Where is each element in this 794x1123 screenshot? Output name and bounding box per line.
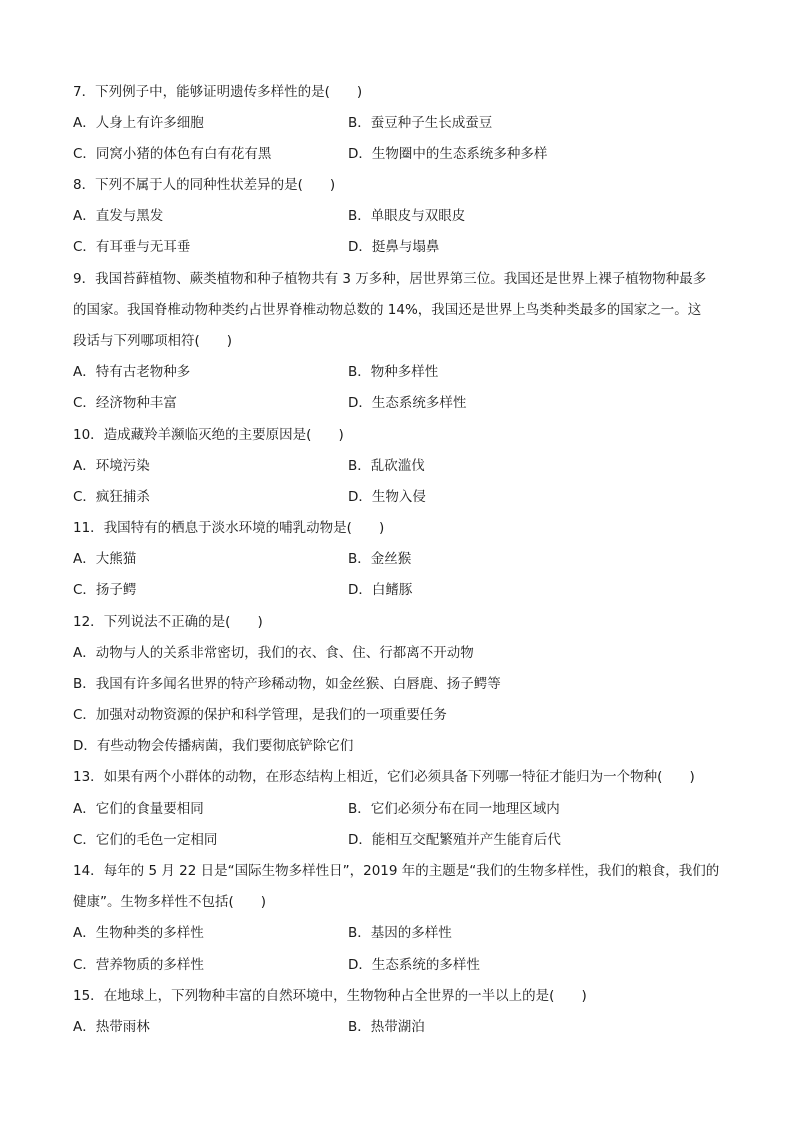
question-9-stem-line-1 [73, 270, 734, 288]
question-9-stem-line-2: 的国家。我国脊椎动物种类约占世界脊椎动物总数的 14%，我国还是世界上鸟类种类最多的国家之一。这 [73, 302, 702, 318]
option-d: D．有些动物会传播病菌，我们要彻底铲除它们 [73, 738, 354, 754]
option-b: B．我国有许多闻名世界的特产珍稀动物，如金丝猴、白唇鹿、扬子鳄等 [73, 676, 501, 692]
option-a: A．生物种类的多样性 [73, 925, 204, 941]
question-number: 9． [73, 271, 96, 287]
question-number: 13． [73, 769, 104, 785]
question-number: 11． [73, 520, 104, 536]
question-10-stem [73, 426, 734, 444]
option-d: D．生物入侵 [348, 489, 426, 505]
option-a: A．动物与人的关系非常密切，我们的衣、食、住、行都离不开动物 [73, 645, 474, 661]
option-c: C．扬子鳄 [73, 582, 137, 598]
question-number: 14． [73, 863, 104, 879]
option-d: D．生物圈中的生态系统多种多样 [348, 146, 548, 162]
option-c: C．它们的毛色一定相同 [73, 832, 218, 848]
option-d: D．挺鼻与塌鼻 [348, 239, 440, 255]
question-number: 10． [73, 427, 104, 443]
option-b: B．物种多样性 [348, 364, 439, 380]
option-c: C．营养物质的多样性 [73, 957, 204, 973]
option-a: A．热带雨林 [73, 1019, 150, 1035]
question-text: 如果有两个小群体的动物，在形态结构上相近，它们必须具备下列哪一特征才能归为一个物种( ) [103, 769, 695, 785]
option-d: D．能相互交配繁殖并产生能育后代 [348, 832, 561, 848]
question-7-stem [73, 83, 734, 101]
option-d: D．白鳍豚 [348, 582, 413, 598]
question-number: 7． [73, 84, 96, 100]
option-c: C．同窝小猪的体色有白有花有黑 [73, 146, 272, 162]
question-number: 15． [73, 988, 104, 1004]
question-8-stem [73, 176, 734, 194]
question-12-stem [73, 613, 734, 631]
option-a: A．直发与黑发 [73, 208, 164, 224]
question-text: 下列不属于人的同种性状差异的是( ) [95, 177, 336, 193]
question-15-stem [73, 987, 734, 1005]
option-a: A．特有古老物种多 [73, 364, 191, 380]
option-b: B．它们必须分布在同一地理区域内 [348, 801, 560, 817]
option-c: C．加强对动物资源的保护和科学管理，是我们的一项重要任务 [73, 707, 447, 723]
question-13-stem [73, 768, 734, 786]
option-c: C．经济物种丰富 [73, 395, 177, 411]
question-text: 我国苔藓植物、蕨类植物和种子植物共有 3 万多种，居世界第三位。我国还是世界上裸子植物物种最多 [95, 271, 707, 287]
question-14-stem-line-1 [73, 862, 734, 880]
question-text: 每年的 5 月 22 日是“国际生物多样性日”，2019 年的主题是“我们的生物多样性，我们的粮食，我们的 [103, 863, 720, 879]
option-a: A．它们的食量要相同 [73, 801, 204, 817]
question-11-stem [73, 519, 734, 537]
question-text: 下列例子中，能够证明遗传多样性的是( ) [95, 84, 363, 100]
option-a: A．人身上有许多细胞 [73, 115, 204, 131]
option-c: C．疯狂捕杀 [73, 489, 150, 505]
question-text: 下列说法不正确的是( ) [103, 614, 263, 630]
question-text: 我国特有的栖息于淡水环境的哺乳动物是( ) [103, 520, 385, 536]
question-text: 造成藏羚羊濒临灭绝的主要原因是( ) [103, 427, 344, 443]
option-b: B．金丝猴 [348, 551, 412, 567]
question-number: 12． [73, 614, 104, 630]
option-b: B．乱砍滥伐 [348, 458, 425, 474]
option-d: D．生态系统的多样性 [348, 957, 480, 973]
option-b: B．基因的多样性 [348, 925, 452, 941]
question-text: 在地球上，下列物种丰富的自然环境中，生物物种占全世界的一半以上的是( ) [103, 988, 587, 1004]
question-14-stem-line-2: 健康”。生物多样性不包括( ) [73, 894, 267, 910]
option-b: B．单眼皮与双眼皮 [348, 208, 466, 224]
option-b: B．热带湖泊 [348, 1019, 425, 1035]
option-c: C．有耳垂与无耳垂 [73, 239, 191, 255]
question-9-stem-line-3: 段话与下列哪项相符( ) [73, 333, 233, 349]
option-d: D．生态系统多样性 [348, 395, 467, 411]
option-a: A．大熊猫 [73, 551, 137, 567]
option-a: A．环境污染 [73, 458, 150, 474]
question-number: 8． [73, 177, 96, 193]
option-b: B．蚕豆种子生长成蚕豆 [348, 115, 493, 131]
